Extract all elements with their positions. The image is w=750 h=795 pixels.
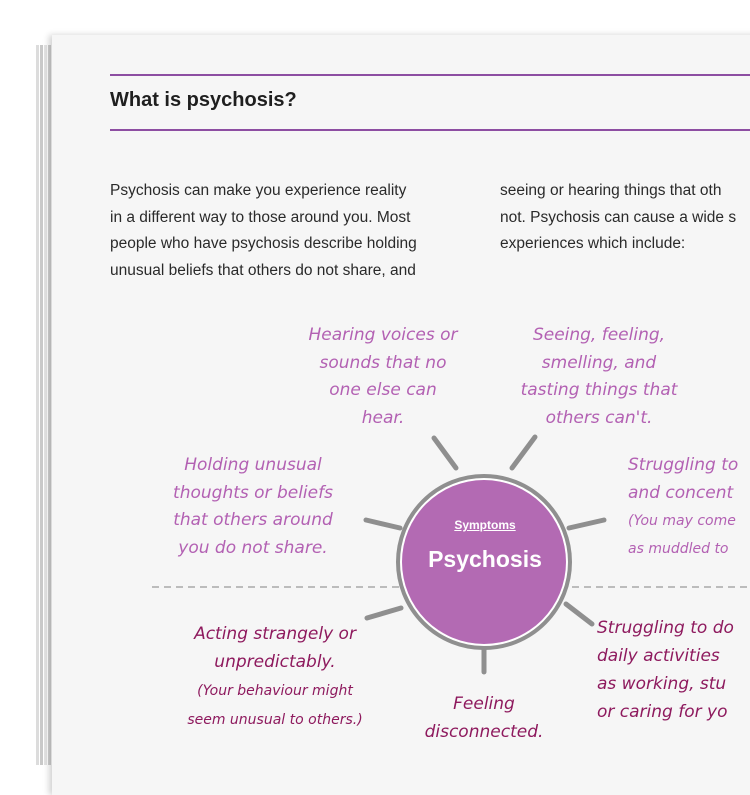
symptom-line: or caring for yo <box>597 702 728 722</box>
symptom-line: Hearing voices or <box>308 325 458 345</box>
symptom-line: you do not share. <box>178 537 328 558</box>
symptom-line: and concent <box>628 482 734 503</box>
symptom-concentrating <box>628 452 750 563</box>
symptom-line: Struggling to do <box>597 618 734 638</box>
symptom-line: hear. <box>361 407 405 428</box>
symptom-daily-activities <box>597 614 750 726</box>
intro-line: unusual beliefs that others do not share, and <box>110 261 416 279</box>
symptom-line: thoughts or beliefs <box>173 482 333 503</box>
spoke <box>434 438 456 468</box>
symptom-line: sounds that no <box>319 352 447 373</box>
spoke <box>512 437 535 468</box>
spoke <box>569 520 604 528</box>
symptom-line: Acting strangely or <box>194 624 356 644</box>
symptom-feeling-disconnected <box>404 690 564 746</box>
intro-line: not. Psychosis can cause a wide s <box>500 208 737 226</box>
spoke <box>367 608 401 618</box>
symptom-line: daily activities <box>597 646 720 666</box>
intro-line: in a different way to those around you. Most <box>110 208 411 226</box>
symptom-hearing-voices <box>290 322 476 432</box>
symptom-line: (Your behaviour might <box>197 683 353 699</box>
symptom-line: Seeing, feeling, <box>532 325 666 345</box>
symptom-line: as muddled to <box>628 541 729 557</box>
symptom-seeing-feeling <box>496 322 702 432</box>
symptom-line: as working, stu <box>597 674 727 694</box>
symptom-unusual-beliefs <box>150 452 356 562</box>
symptom-line: disconnected. <box>424 722 544 742</box>
hub-subtitle: Symptoms <box>454 518 516 532</box>
intro-line: experiences which include: <box>500 235 686 252</box>
spoke <box>366 520 400 528</box>
symptom-line: others can't. <box>545 407 653 428</box>
intro-line: seeing or hearing things that oth <box>500 182 722 199</box>
intro-line: people who have psychosis describe holding <box>110 235 417 252</box>
symptom-acting-strangely <box>160 620 390 734</box>
symptom-line: that others around <box>173 510 333 530</box>
spoke <box>566 604 592 624</box>
intro-line: Psychosis can make you experience reality <box>110 182 407 199</box>
symptom-line: unpredictably. <box>214 652 336 672</box>
page-title: What is psychosis? <box>110 89 297 111</box>
symptom-line: one else can <box>329 380 437 400</box>
symptom-line: Struggling to <box>628 455 739 475</box>
symptom-line: smelling, and <box>541 352 657 373</box>
symptom-line: seem unusual to others.) <box>187 712 363 728</box>
hub-label <box>402 482 568 573</box>
symptom-line: Feeling <box>453 694 515 714</box>
hub-title: Psychosis <box>428 546 542 572</box>
symptom-line: tasting things that <box>520 380 678 400</box>
symptom-line: Holding unusual <box>184 455 322 475</box>
symptom-line: (You may come <box>628 513 736 529</box>
